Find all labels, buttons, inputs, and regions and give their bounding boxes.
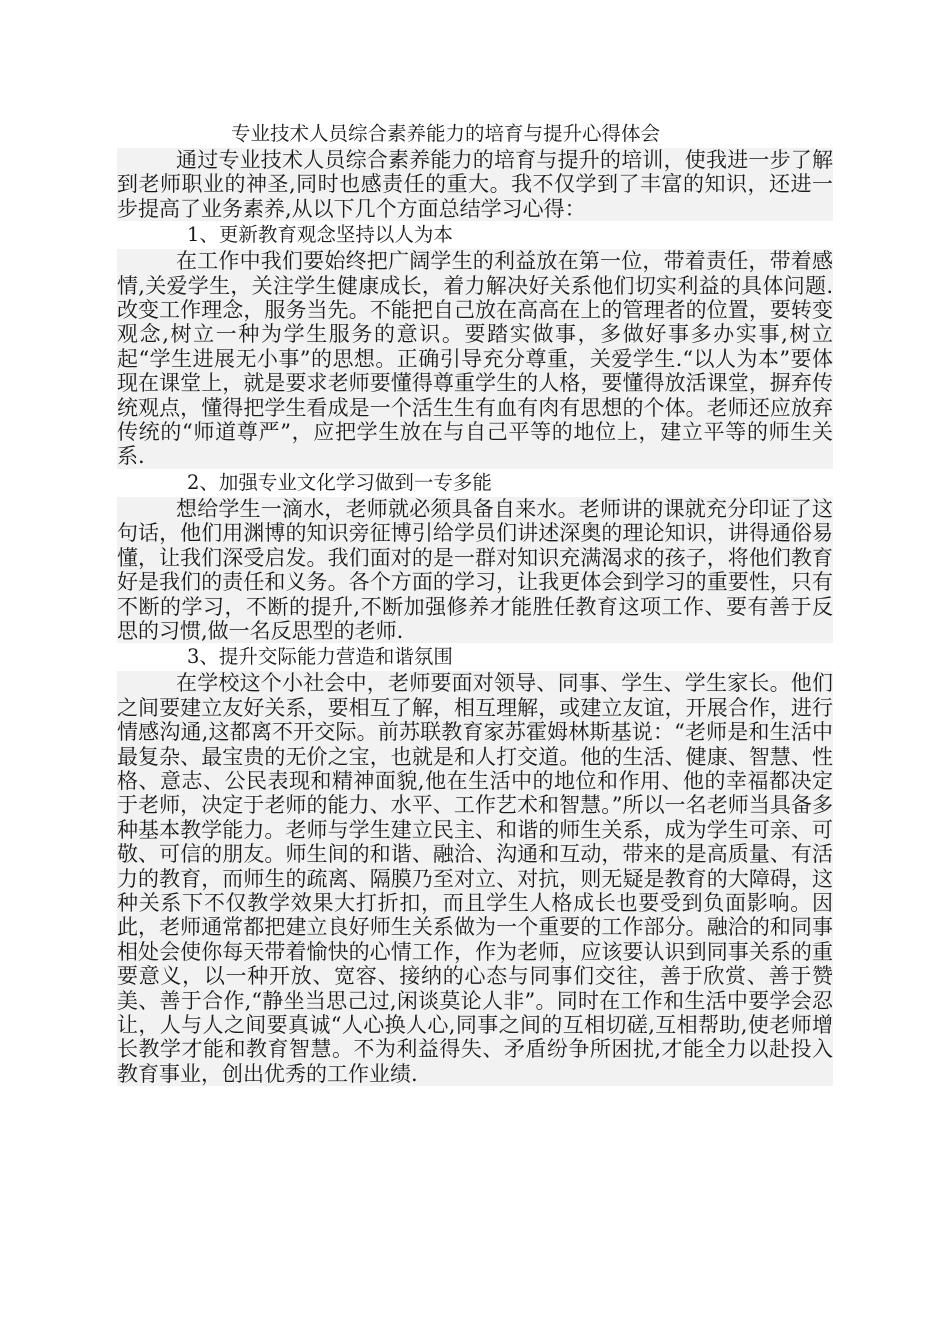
section-body-2: 想给学生一滴水，老师就必须具备自来水。老师讲的课就充分印证了这句话，他们用渊博的知识旁征博引给学员们讲述深奥的理论知识，讲得通俗易懂，让我们深受启发。我们面对的是一群对知识充满渴求的孩子，将他们教育好是我们的责任和义务。各个方面的学习，让我更体会到学习的重要性，只有不断的学习，不断的提升,不断加强修养才能胜任教育这项工作、要有善于反思的习惯,做一名反思型的老师. [117, 496, 833, 643]
document-title: 专业技术人员综合素养能力的培育与提升心得体会 [231, 122, 661, 145]
section-heading-2: 2、加强专业文化学习做到一专多能 [187, 470, 492, 494]
section-heading-3: 3、提升交际能力营造和谐氛围 [187, 645, 453, 669]
intro-paragraph: 通过专业技术人员综合素养能力的培育与提升的培训，使我进一步了解到老师职业的神圣,同时也感责任的重大。我不仅学到了丰富的知识，还进一步提高了业务素养,从以下几个方面总结学习心得： [117, 148, 833, 221]
section-body-1: 在工作中我们要始终把广阔学生的利益放在第一位，带着责任，带着感情,关爱学生，关注学生健康成长，着力解决好关系他们切实利益的具体问题.改变工作理念，服务当先。不能把自己放在高高在上的管理者的位置，要转变观念,树立一种为学生服务的意识。要踏实做事，多做好事多办实事,树立起“学生进展无小事”的思想。正确引导充分尊重，关爱学生.“以人为本”要体现在课堂上，就是要求老师要懂得尊重学生的人格，要懂得放活课堂，摒弃传统观点，懂得把学生看成是一个活生生有血有肉有思想的个体。老师还应放弃传统的“师道尊严”，应把学生放在与自己平等的地位上，建立平等的师生关系. [117, 249, 833, 469]
section-body-3: 在学校这个小社会中，老师要面对领导、同事、学生、学生家长。他们之间要建立友好关系，要相互了解，相互理解，或建立友谊，开展合作，进行情感沟通,这都离不开交际。前苏联教育家苏霍姆林斯基说：“老师是和生活中最复杂、最宝贵的无价之宝，也就是和人打交道。他的生活、健康、智慧、性格、意志、公民表现和精神面貌,他在生活中的地位和作用、他的幸福都决定于老师，决定于老师的能力、水平、工作艺术和智慧。”所以一名老师当具备多种基本教学能力。老师与学生建立民主、和谐的师生关系，成为学生可亲、可敬、可信的朋友。师生间的和谐、融洽、沟通和互动，带来的是高质量、有活力的教育，而师生的疏离、隔膜乃至对立、对抗，则无疑是教育的大障碍，这种关系下不仅教学效果大打折扣，而且学生人格成长也要受到负面影响。因此，老师通常都把建立良好师生关系做为一个重要的工作部分。融洽的和同事相处会使你每天带着愉快的心情工作，作为老师，应该要认识到同事关系的重要意义，以一种开放、宽容、接纳的心态与同事们交往，善于欣赏、善于赞美、善于合作,“静坐当思己过,闲谈莫论人非”。同时在工作和生活中要学会忍让，人与人之间要真诚“人心换人心,同事之间的互相切磋,互相帮助,使老师增长教学才能和教育智慧。不为利益得失、矛盾纷争所困扰,才能全力以赴投入教育事业，创出优秀的工作业绩. [117, 671, 833, 1086]
section-heading-1: 1、更新教育观念坚持以人为本 [187, 223, 453, 247]
document-page [117, 120, 833, 1086]
